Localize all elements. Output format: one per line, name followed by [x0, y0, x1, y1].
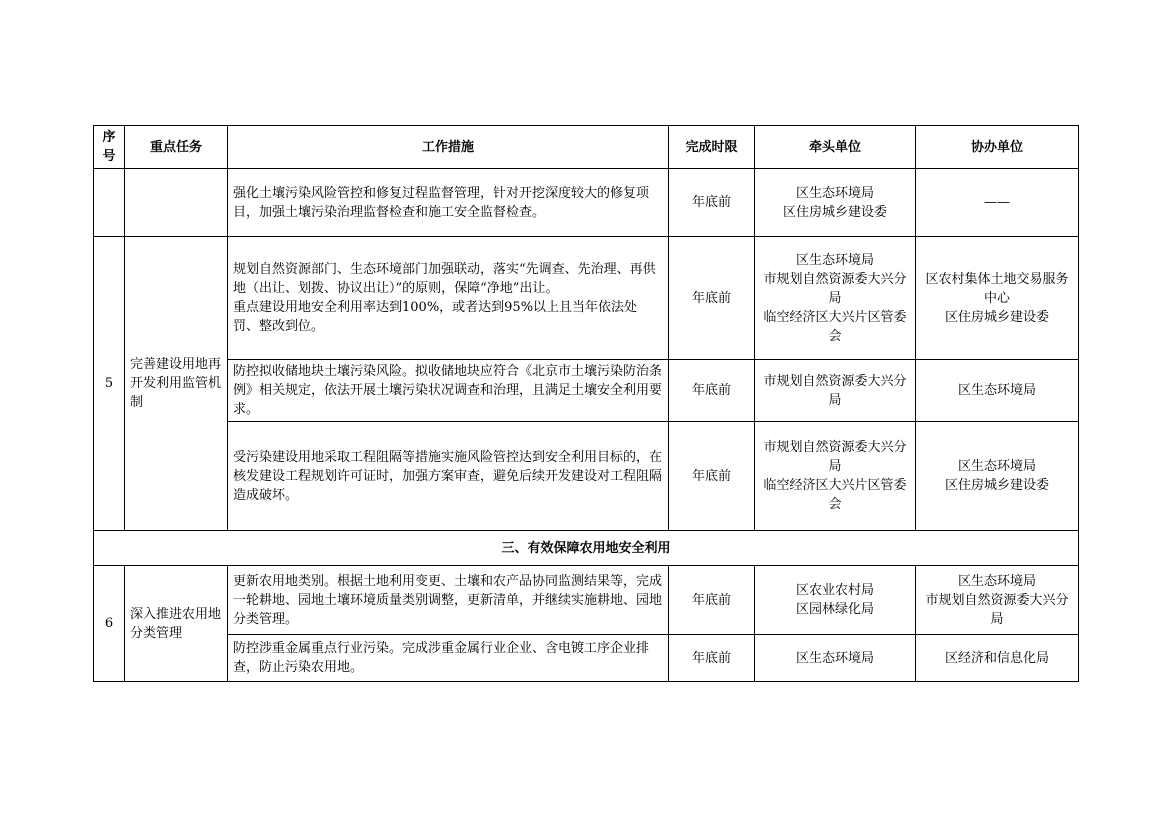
assist-unit-cell: 区农村集体土地交易服务中心 区住房城乡建设委	[916, 237, 1079, 360]
table-row	[94, 635, 1079, 682]
measure-cell: 更新农用地类别。根据土地利用变更、土壤和农产品协同监测结果等，完成一轮耕地、园地土壤环境质量类别调整，更新清单，并继续实施耕地、园地分类管理。	[228, 566, 669, 635]
measure-cell: 受污染建设用地采取工程阻隔等措施实施风险管控达到安全利用目标的，在核发建设工程规划许可证时，加强方案审查，避免后续开发建设对工程阻隔造成破坏。	[228, 422, 669, 531]
header-row	[94, 126, 1079, 169]
table-row	[94, 237, 1079, 360]
deadline-cell: 年底前	[669, 422, 755, 531]
table-row	[94, 566, 1079, 635]
measure-cell: 防控涉重金属重点行业污染。完成涉重金属行业企业、含电镀工序企业排查，防止污染农用地。	[228, 635, 669, 682]
lead-unit-cell: 市规划自然资源委大兴分局	[755, 360, 916, 422]
assist-unit-cell: 区生态环境局	[916, 360, 1079, 422]
section-heading: 三、有效保障农用地安全利用	[94, 531, 1079, 566]
lead-unit-cell: 市规划自然资源委大兴分局 临空经济区大兴片区管委会	[755, 422, 916, 531]
header-measure: 工作措施	[228, 126, 669, 169]
deadline-cell: 年底前	[669, 169, 755, 237]
header-deadline: 完成时限	[669, 126, 755, 169]
task-table	[93, 125, 1079, 682]
assist-unit-cell: 区生态环境局 市规划自然资源委大兴分局	[916, 566, 1079, 635]
header-task: 重点任务	[125, 126, 228, 169]
table-row	[94, 422, 1079, 531]
deadline-cell: 年底前	[669, 635, 755, 682]
measure-cell: 防控拟收储地块土壤污染风险。拟收储地块应符合《北京市土壤污染防治条例》相关规定，依法开展土壤污染状况调查和治理，且满足土壤安全利用要求。	[228, 360, 669, 422]
header-assist: 协办单位	[916, 126, 1079, 169]
header-lead: 牵头单位	[755, 126, 916, 169]
header-seq: 序号	[94, 126, 125, 169]
task-cell: 完善建设用地再开发利用监管机制	[125, 237, 228, 531]
seq-cell: 6	[94, 566, 125, 682]
table-row	[94, 360, 1079, 422]
lead-unit-cell: 区农业农村局 区园林绿化局	[755, 566, 916, 635]
lead-unit-cell: 区生态环境局 区住房城乡建设委	[755, 169, 916, 237]
deadline-cell: 年底前	[669, 360, 755, 422]
table-row	[94, 169, 1079, 237]
task-cell	[125, 169, 228, 237]
deadline-cell: 年底前	[669, 237, 755, 360]
assist-unit-cell: 区经济和信息化局	[916, 635, 1079, 682]
seq-cell: 5	[94, 237, 125, 531]
lead-unit-cell: 区生态环境局 市规划自然资源委大兴分局 临空经济区大兴片区管委会	[755, 237, 916, 360]
assist-unit-cell: 区生态环境局 区住房城乡建设委	[916, 422, 1079, 531]
lead-unit-cell: 区生态环境局	[755, 635, 916, 682]
measure-cell: 强化土壤污染风险管控和修复过程监督管理，针对开挖深度较大的修复项目，加强土壤污染治理监督检查和施工安全监督检查。	[228, 169, 669, 237]
section-row	[94, 531, 1079, 566]
seq-cell	[94, 169, 125, 237]
task-cell: 深入推进农用地分类管理	[125, 566, 228, 682]
deadline-cell: 年底前	[669, 566, 755, 635]
measure-cell: 规划自然资源部门、生态环境部门加强联动，落实“先调查、先治理、再供地（出让、划拨、协议出让）”的原则，保障“净地”出让。 重点建设用地安全利用率达到100%，或者达到95%以上且当年依法处罚、整改到位。	[228, 237, 669, 360]
assist-unit-cell: ——	[916, 169, 1079, 237]
